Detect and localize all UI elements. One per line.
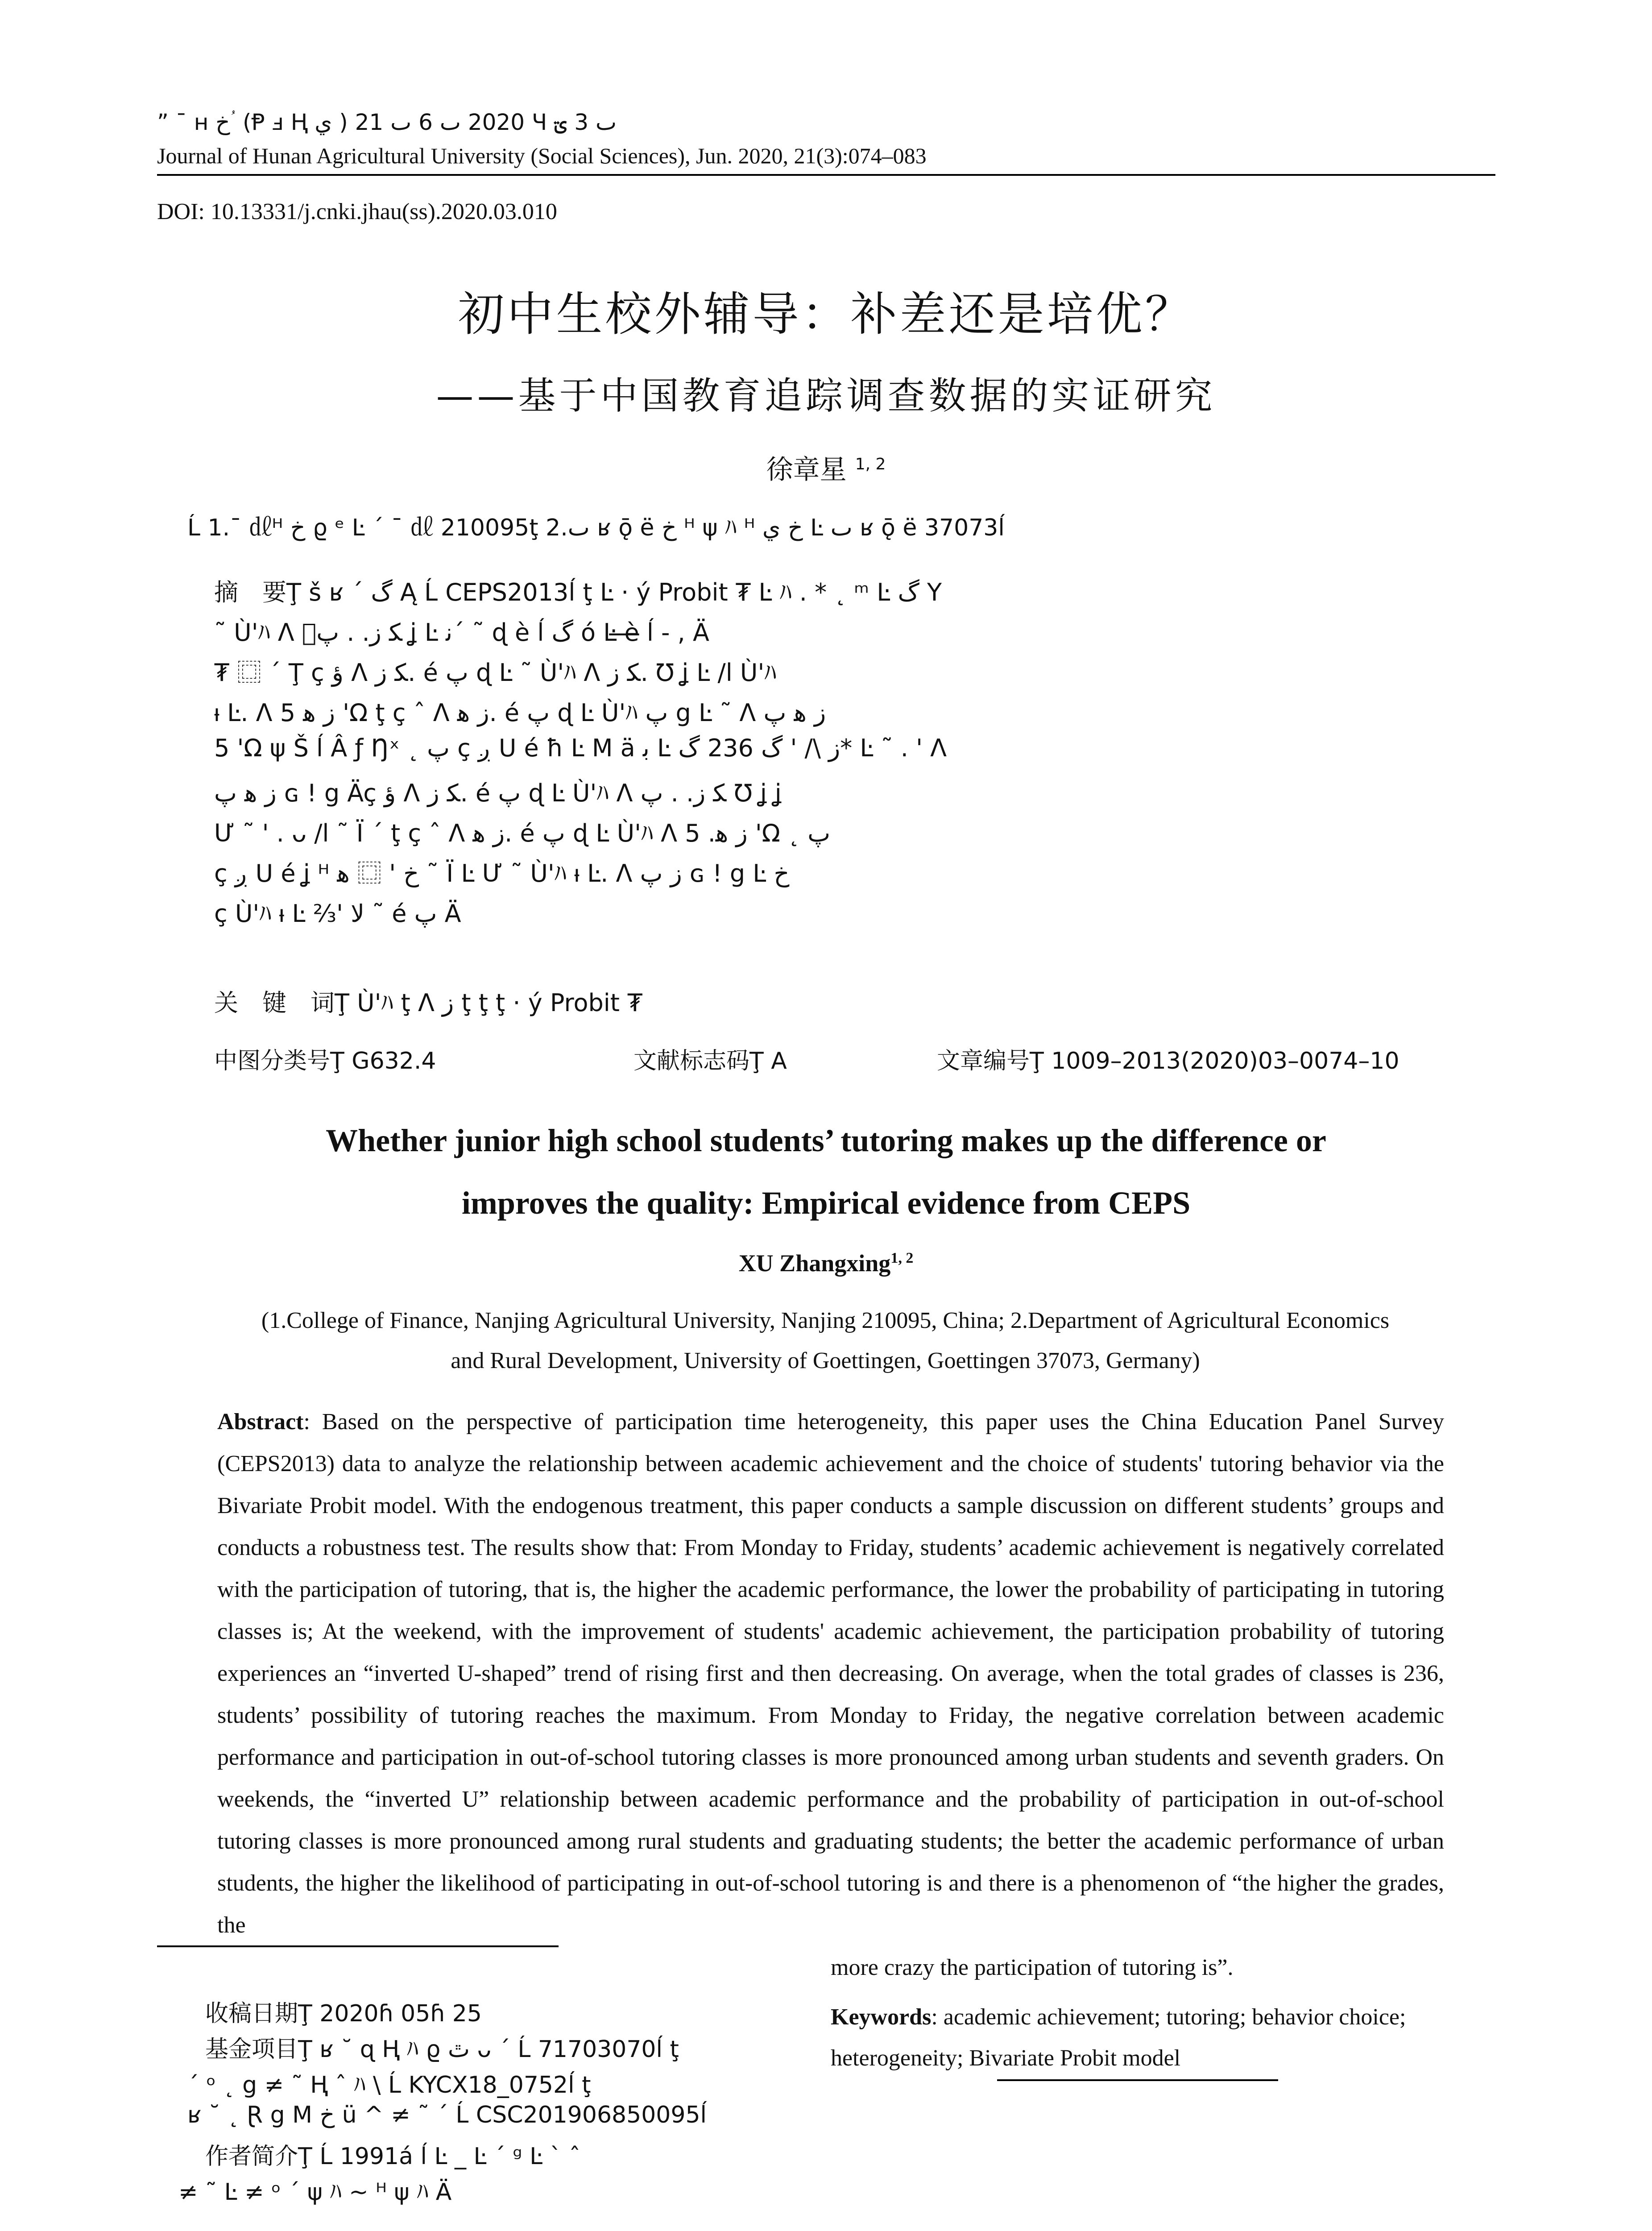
paper-title-en-line2: improves the quality: Empirical evidence from CEPS	[461, 1185, 1191, 1221]
keywords-label: Keywords	[831, 2004, 932, 2030]
abstract-en	[217, 1401, 1444, 1946]
keywords-en	[831, 1997, 1446, 2079]
author-bio: 作者简介Ţ Ĺ 1991á ĺ Ŀ _ Ŀ ´ ᵍ Ŀ ` ˆ	[205, 2143, 581, 2170]
keywords-body: : academic achievement; tutoring; behavior choice; heterogeneity; Bivariate Probit model	[831, 2004, 1406, 2071]
journal-header-en: Journal of Hunan Agricultural University (Social Sciences), Jun. 2020, 21(3):074–083	[157, 143, 927, 168]
header-rule	[157, 174, 1495, 176]
abstract-cn-line: ₮ ⿴ ´ Ţ ç ؤ Λ ﻜ ﺯ. é پ ɖ Ŀ ˜ Ù'ﾊ Λ ﻜ ﺯ. Ʊ ʝ Ŀ /l Ù'ﾊ	[214, 659, 777, 687]
abstract-cn-line: ç ږ U é ʝ ᴴ خ ' ⿴ ﻫ ˜ Ï Ŀ Ư ˜ Ù'ﾊ ᵼ Ŀ. Λ ﺯ پ ɢ ! g Ŀ خ	[214, 859, 790, 887]
paper-title-en: Whether junior high school students’ tutoring makes up the difference or	[326, 1123, 1326, 1158]
author-bio-line2: ≠ ˜ Ŀ ≠ ᵒ ´ ψ ﾊ ~ ᴴ ψ ﾊ Ä	[178, 2179, 452, 2206]
doi: DOI: 10.13331/j.cnki.jhau(ss).2020.03.010	[157, 199, 557, 224]
abstract-label: Abstract	[217, 1409, 304, 1435]
funding-line: ´ ᵒ ˛ g ≠ ˜ Ⱨ ˆ ﾊ \ Ĺ KYCX18_0752ĺ ţ	[187, 2072, 591, 2098]
abstract-cn-line: ﺯ ﻫ پ ɢ ! g Äç ؤ Λ ﻜ ﺯ. é پ ɖ Ŀ Ù'ﾊ Λ ﻜ ﺯ. . پ Ʊ ʝ ʝ	[214, 779, 782, 807]
article-number: 文章编号Ţ 1009–2013(2020)03–0074–10	[937, 1048, 1399, 1074]
author-affil-sup-en: 1, 2	[890, 1250, 914, 1266]
journal-header-cn: ” ¯ ʜ خ ؙ (Ᵽ ⅎ Ⱨ ي ) 2020 ٮ 6 ٮ 21 Ɥ ٮ 3 ؾ	[157, 109, 617, 135]
paper-subtitle-cn: ——基于中国教育追踪调查数据的实证研究	[436, 374, 1216, 418]
author-name-cn: 徐章星	[766, 454, 847, 485]
abstract-cn-line: 摘 要Ţ š ʁ ´ گ Ą Ĺ CEPS2013ĺ ţ Ŀ · ý Probit ₮ Ŀ ﾊ . * ˛ ᵐ Ŀ گ Y	[214, 578, 942, 606]
abstract-cn-line: ˜ Ù'ﾊ Λ ﻜ ﺯ. . پٜ ʝ Ŀ ﻧ´ ˜ ɖ è ĺ گ ó Ŀ ̶è̶ ĺ - , Ä	[214, 618, 709, 647]
clc-number: 中图分类号Ţ G632.4	[214, 1048, 436, 1074]
affiliation-en: (1.College of Finance, Nanjing Agricultural University, Nanjing 210095, China; 2.Department of Agricultural Economics	[261, 1308, 1390, 1333]
paper-title-cn: 初中生校外辅导：补差还是培优？	[458, 287, 1194, 341]
abstract-body: : Based on the perspective of participation time heterogeneity, this paper uses the China Education Panel Survey (CEPS2013) data to analyze the relationship between academic achievement and the choice of students' tutoring behavior via the Bivariate Probit model. With the endogenous treatment, this paper conducts a sample discussion on different students’ groups and conducts a robustness test. The results show that: From Monday to Friday, students’ academic achievement is negatively correlated with the participation of tutoring, that is, the higher the academic performance, the lower the probability of participating in tutoring classes is; At the weekend, with the improvement of students' academic achievement, the participation probability of tutoring experiences an “inverted U-shaped” trend of rising first and then decreasing. On average, when the total grades of classes is 236, students’ possibility of tutoring reaches the maximum. From Monday to Friday, the negative correlation between academic performance and participation in out-of-school tutoring classes is more pronounced among urban students and seventh graders. On weekends, the “inverted U” relationship between academic performance and the probability of participation in out-of-school tutoring classes is more pronounced among rural students and graduating students; the better the academic performance of urban students, the higher the likelihood of participating in out-of-school tutoring is and there is a phenomenon of “the higher the grades, the	[217, 1409, 1444, 1938]
author-cn	[0, 448, 1652, 487]
author-en	[0, 1249, 1652, 1277]
abstract-cn-line: ç Ù'ﾊ ᵼ Ŀ ⅔' ﻻ ˜ é پ Ä	[214, 900, 461, 928]
received-date: 收稿日期Ţ 2020ɦ 05ɦ 25	[205, 2000, 482, 2027]
keywords-cn: 关 键 词Ţ Ù'ﾊ ţ Λ ﺯ ţ ţ ţ · ý Probit ₮	[214, 989, 643, 1017]
abstract-en-tail: more crazy the participation of tutoring is”.	[831, 1955, 1234, 1980]
footnote-rule	[157, 1945, 559, 1947]
keywords-rule	[997, 2079, 1278, 2081]
abstract-cn-line: ᵼ Ŀ. Λ ﺯ ﻫ 5 'Ω ţ ç ˆ Λ ﺯ ﻫ. é پ ɖ Ŀ Ù'ﾊ پ g Ŀ ˜ Λ ﺯ ﻫ پ	[214, 699, 826, 727]
author-name-en: XU Zhangxing	[738, 1250, 891, 1277]
abstract-cn-line: 5 'Ω ψ Š ĺ Â ƒ Ŋˣ ˛ پ ç ږ U é ħ Ŀ M ä ﺑ Ŀ ﺯ \/ ' گ 236 گ* Ŀ ˜ . ' Λ	[214, 734, 947, 762]
author-affil-sup-cn: 1, 2	[855, 455, 886, 473]
funding-line: 基金项目Ţ ʁ ˘ ɋ Ⱨ ﾊ ϱ ٿ ᴗ ´ Ĺ 71703070ĺ ţ	[205, 2036, 679, 2063]
abstract-cn-line: Ư ˜ ' . ᴗ /l ˜ Ï ´ ţ ç ˆ Λ ﺯ ﻫ. é پ ɖ Ŀ Ù'ﾊ Λ ﺯ ﻫ. 5 'Ω ˛ پ	[214, 819, 831, 847]
document-code: 文献标志码Ţ A	[633, 1048, 787, 1074]
funding-line: ʁ ˘ ˛ Ɽ g M خ ü ^ ≠ ˜ ´ Ĺ CSC201906850095ĺ	[187, 2102, 707, 2128]
affiliation-cn: Ĺ 1.¯ ㎗ᴴ خ ϱ ᵉ Ŀ ´ ¯ ㎗ 210095ţ 2.ٮ ʁ ǭ ë خ ᴴ ψ ﾊ ᴴ خ ي Ŀ ٮ ʁ ǭ ë 37073ĺ	[187, 514, 1005, 541]
affiliation-en-line2: and Rural Development, University of Goettingen, Goettingen 37073, Germany)	[451, 1348, 1200, 1373]
